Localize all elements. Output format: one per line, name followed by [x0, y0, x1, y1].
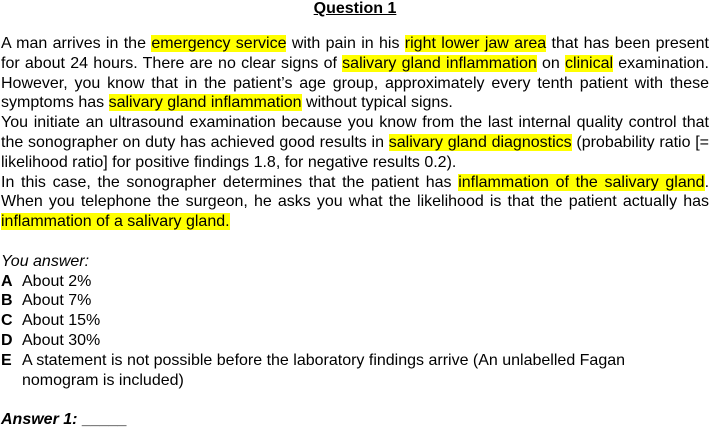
- spacer: [1, 232, 709, 252]
- option-letter: D: [1, 331, 13, 349]
- answer-blank[interactable]: _____: [81, 411, 127, 429]
- answer-line: [1, 410, 709, 430]
- stem-text: on: [536, 54, 566, 72]
- highlighted-text: salivary gland inflammation: [108, 94, 302, 112]
- question-title: Question 1: [313, 0, 397, 17]
- option-letter: B: [1, 292, 13, 310]
- stem-text: You initiate an ultrasound examination because you know from the last internal quality control that the sonographer on duty has achieved good results in: [1, 114, 709, 151]
- highlighted-text: salivary gland diagnostics: [388, 133, 572, 151]
- option-e[interactable]: [1, 351, 709, 391]
- option-letter: C: [1, 312, 13, 330]
- stem-text: (probability ratio [= likelihood ratio] for positive findings 1.8, for negative results 0.2).: [1, 133, 709, 171]
- stem-text: examination. However, you know that in the patient’s age group, approximately every tenth patient with these symptoms has: [1, 54, 709, 112]
- highlighted-text: salivary gland inflammation: [342, 54, 537, 72]
- option-b[interactable]: [1, 291, 709, 311]
- stem-text: without typical signs.: [301, 94, 453, 112]
- question-stem: [1, 34, 709, 232]
- highlighted-text: right lower jaw area: [404, 35, 547, 52]
- stem-text: that has been present for about 24 hours. There are no clear signs of: [1, 35, 709, 72]
- option-c[interactable]: [1, 311, 709, 331]
- option-letter: E: [1, 351, 12, 369]
- option-text: About 30%: [22, 331, 101, 349]
- stem-text: . When you telephone the surgeon, he asks you what the likelihood is that the patient actually has: [1, 173, 709, 211]
- highlighted-text: emergency service: [151, 35, 287, 52]
- option-text: About 15%: [22, 312, 101, 330]
- option-a[interactable]: [1, 272, 709, 292]
- highlighted-text: inflammation of the salivary gland: [458, 173, 705, 191]
- option-text: About 2%: [22, 272, 92, 290]
- stem-text: A man arrives in the: [1, 35, 152, 52]
- answer-prompt: You answer:: [1, 252, 90, 270]
- answer-label: Answer 1:: [1, 411, 78, 429]
- option-text: About 7%: [22, 292, 92, 310]
- highlighted-text: clinical: [565, 54, 614, 72]
- answer-options: [1, 272, 709, 391]
- option-d[interactable]: [1, 331, 709, 351]
- option-text: A statement is not possible before the laboratory findings arrive (An unlabelled Fagan nomogram is included): [22, 351, 626, 389]
- stem-text: with pain in his: [286, 35, 405, 52]
- stem-text: In this case, the sonographer determines that the patient has: [1, 173, 459, 191]
- highlighted-text: inflammation of a salivary gland.: [1, 213, 230, 231]
- option-letter: A: [1, 272, 13, 290]
